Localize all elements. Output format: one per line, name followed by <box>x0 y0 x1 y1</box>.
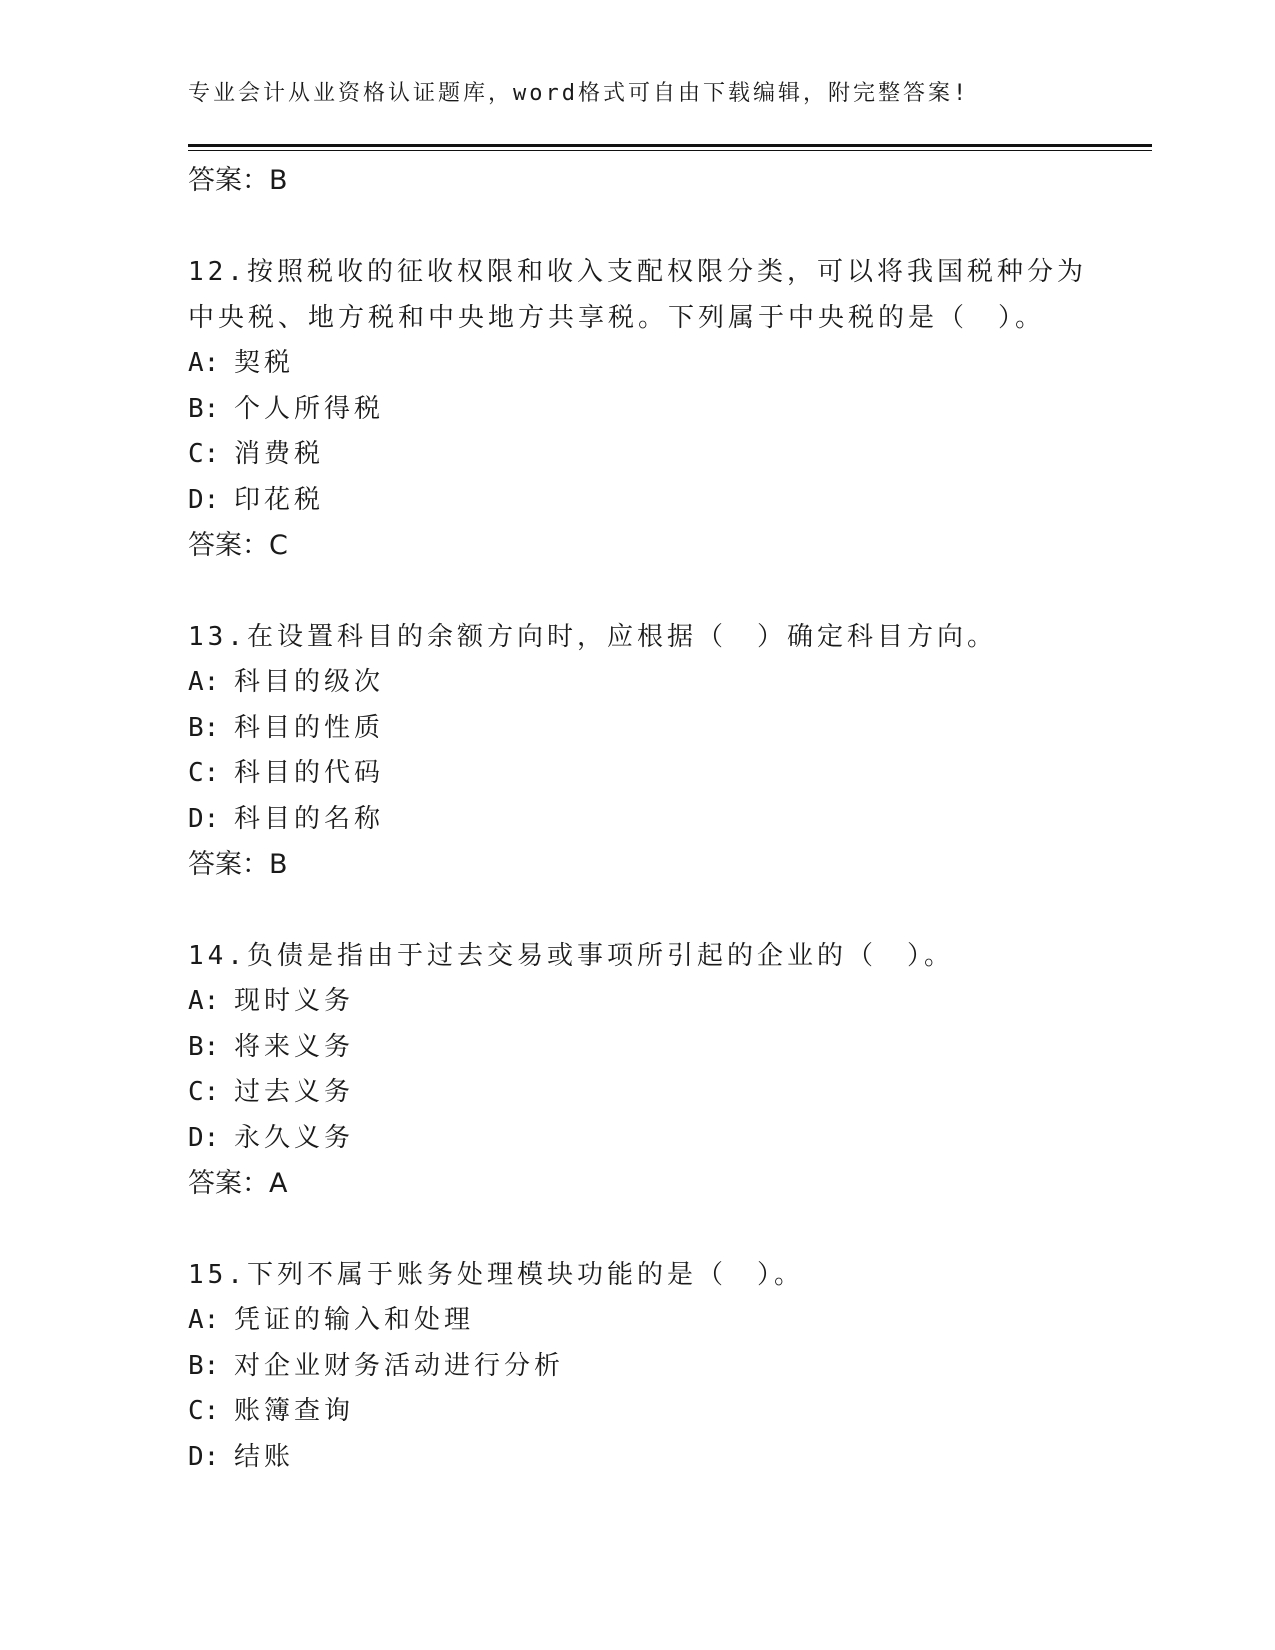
question-12 <box>188 249 1088 569</box>
option-text: 现时义务 <box>234 986 355 1016</box>
option-text: 凭证的输入和处理 <box>234 1305 475 1335</box>
option-d <box>188 797 1088 843</box>
option-a <box>188 979 1088 1025</box>
header-rule-thin <box>188 150 1152 151</box>
option-text: 科目的性质 <box>234 712 385 743</box>
option-d <box>188 1116 1088 1162</box>
option-key: B: <box>188 1350 220 1381</box>
option-key: C: <box>188 758 220 788</box>
option-text: 账簿查询 <box>234 1396 355 1426</box>
answer: 答案：A <box>188 1168 288 1199</box>
option-b <box>188 706 1088 752</box>
option-a <box>188 660 1088 706</box>
question-stem: 15.下列不属于账务处理模块功能的是（ ）。 <box>188 1260 804 1290</box>
option-key: C: <box>188 1396 220 1426</box>
option-text: 科目的级次 <box>234 667 385 697</box>
option-c <box>188 1070 1088 1116</box>
question-list <box>188 158 1088 1480</box>
question-stem: 14.负债是指由于过去交易或事项所引起的企业的（ ）。 <box>188 941 954 971</box>
option-c <box>188 1389 1088 1435</box>
option-key: A: <box>188 348 220 378</box>
option-key: D: <box>188 803 220 834</box>
previous-answer: 答案：B <box>188 165 288 196</box>
option-b <box>188 1344 1088 1390</box>
option-key: B: <box>188 393 220 424</box>
option-text: 科目的代码 <box>234 758 385 788</box>
question-15 <box>188 1252 1088 1480</box>
option-key: C: <box>188 1077 220 1107</box>
option-key: C: <box>188 439 220 469</box>
question-stem: 13.在设置科目的余额方向时，应根据（ ）确定科目方向。 <box>188 622 997 652</box>
option-d <box>188 1435 1088 1481</box>
answer: 答案：C <box>188 530 288 561</box>
option-text: 印花税 <box>234 484 325 515</box>
option-key: A: <box>188 1305 220 1335</box>
answer: 答案：B <box>188 849 288 880</box>
option-key: D: <box>188 1122 220 1153</box>
option-b <box>188 1025 1088 1071</box>
header-rule-thick <box>188 144 1152 147</box>
option-text: 永久义务 <box>234 1122 355 1153</box>
option-text: 消费税 <box>234 439 325 469</box>
option-text: 结账 <box>234 1441 295 1472</box>
option-text: 对企业财务活动进行分析 <box>234 1350 565 1381</box>
option-key: A: <box>188 986 220 1016</box>
option-b <box>188 387 1088 433</box>
option-text: 将来义务 <box>234 1031 355 1062</box>
option-key: B: <box>188 712 220 743</box>
option-text: 契税 <box>234 348 295 378</box>
question-13 <box>188 614 1088 888</box>
option-a <box>188 1298 1088 1344</box>
question-14 <box>188 933 1088 1207</box>
option-key: A: <box>188 667 220 697</box>
page-header: 专业会计从业资格认证题库，word格式可自由下载编辑，附完整答案! <box>188 81 970 106</box>
option-text: 过去义务 <box>234 1077 355 1107</box>
option-text: 科目的名称 <box>234 803 385 834</box>
option-key: D: <box>188 484 220 515</box>
option-d <box>188 478 1088 524</box>
option-text: 个人所得税 <box>234 393 385 424</box>
option-c <box>188 751 1088 797</box>
option-key: D: <box>188 1441 220 1472</box>
option-a <box>188 341 1088 387</box>
option-key: B: <box>188 1031 220 1062</box>
option-c <box>188 432 1088 478</box>
question-stem: 12.按照税收的征收权限和收入支配权限分类，可以将我国税种分为中央税、地方税和中央地方共享税。下列属于中央税的是（ ）。 <box>188 257 1087 333</box>
